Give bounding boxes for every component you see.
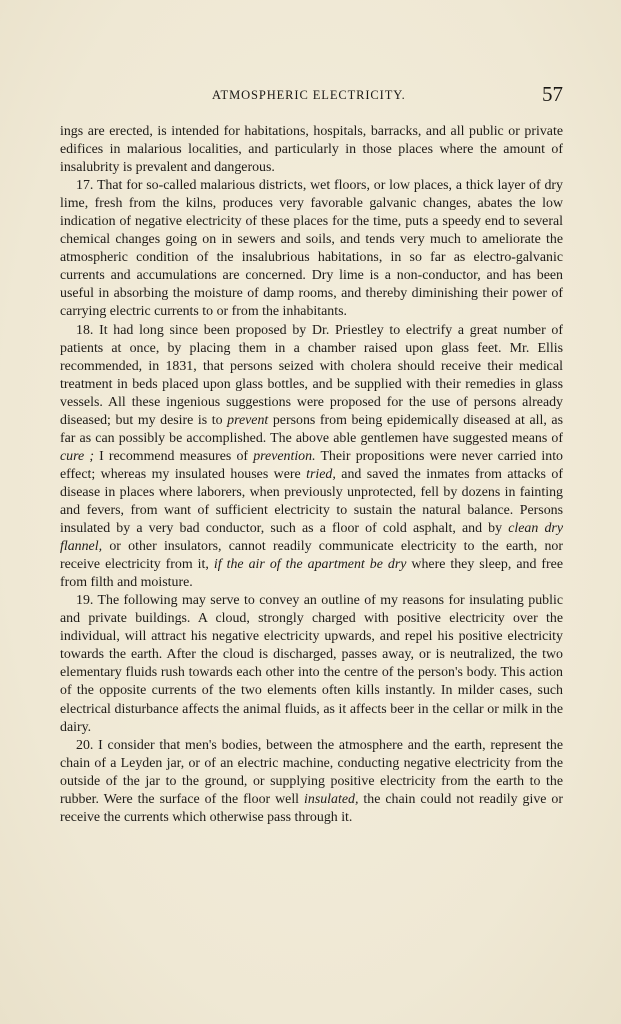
paragraph-18	[60, 322, 563, 593]
paragraph-18-text: and saved the inmates from attacks of disease in places where laborers, when previously unprotected, fell by dozens in fainting and fevers, from want of sufficient electricity to sustain the natural balance. Persons insulated by a very bad conductor, such as a floor of cold asphalt, and by	[60, 466, 563, 537]
page-number: 57	[542, 82, 563, 106]
paragraph-continuation: ings are erected, is intended for habitations, hospitals, barracks, and all public or private edifices in malarious localities, and particularly in those places where the amount of insalubrity is prevalent and dangerous.	[60, 124, 563, 176]
running-title: ATMOSPHERIC ELECTRICITY.	[212, 88, 406, 102]
paragraph-20	[60, 737, 563, 827]
paragraph-20-text: 20. I consider that men's bodies, between the atmosphere and the earth, represent the chain of a Leyden jar, or of an electric machine, conducting negative electricity from the outside of the jar to the ground, or supplying positive electricity from the earth to the rubber. Were the surface of the floor well	[60, 737, 563, 807]
body-text	[60, 123, 563, 827]
italic-tried: tried,	[306, 466, 336, 482]
paragraph-19: 19. The following may serve to convey an outline of my reasons for insulating public and private buildings. A cloud, strongly charged with positive electricity over the individual, will attract his negative electricity upwards, and repel his positive electricity towards the earth. After the cloud is discharged, passes away, or is neutralized, the two elementary fluids rush towards each other into the centre of the person's body. This action of the opposite currents of the two elements often kills instantly. In milder cases, such electrical disturbance affects the animal fluids, as it affects beer in the cellar or milk in the dairy.	[60, 593, 563, 735]
italic-prevent: prevent	[227, 412, 269, 428]
paragraph-18-text: or other insulators, cannot readily communicate electricity to the earth, nor receive electricity from it,	[60, 539, 563, 573]
paragraph-18-text: I recommend measures of	[93, 448, 254, 464]
paragraph-18-text: 18. It had long since been proposed by Dr. Priestley to electrify a great number of patients at once, by placing them in a chamber raised upon glass feet. Mr. Ellis recommended, in 1831, that persons seized with cholera should receive their medical treatment in beds placed upon glass bottles, and be supplied with their remedies in glass vessels. All these ingenious suggestions were proposed for the use of persons already diseased; but my desire is to	[60, 322, 563, 428]
paragraph-18-text: Their propositions were never carried into effect; whereas my insulated houses were	[60, 448, 563, 482]
italic-air-dry: if the air of the apartment be dry	[213, 557, 407, 573]
paragraph-18-text: where they sleep, and free from filth and moisture.	[60, 557, 563, 591]
paragraph-17: 17. That for so-called malarious districts, wet floors, or low places, a thick layer of dry lime, fresh from the kilns, produces very favorable galvanic changes, abates the low indication of negative electricity of these places for the time, puts a speedy end to several chemical changes going on in sewers and soils, and tends very much to ameliorate the atmospheric condition of the insalubrious habitations, in so far as electro-galvanic currents and accumulations are concerned. Dry lime is a non-conductor, and has been useful in absorbing the moisture of damp rooms, and thereby diminishing their power of carrying electric currents to or from the inhabitants.	[60, 178, 563, 320]
paragraph-20-text: the chain could not readily give or receive the currents which otherwise pass through it.	[60, 791, 564, 825]
italic-cure: cure ;	[60, 448, 94, 464]
paragraph-18-text: persons from being epidemically diseased at all, as far as can possibly be accomplished. The above able gentlemen have suggested means of	[60, 412, 563, 446]
italic-prevention: prevention.	[253, 448, 316, 464]
italic-insulated: insulated,	[304, 791, 359, 807]
running-head	[60, 82, 563, 108]
italic-clean-dry-flannel: clean dry flannel,	[60, 521, 563, 555]
